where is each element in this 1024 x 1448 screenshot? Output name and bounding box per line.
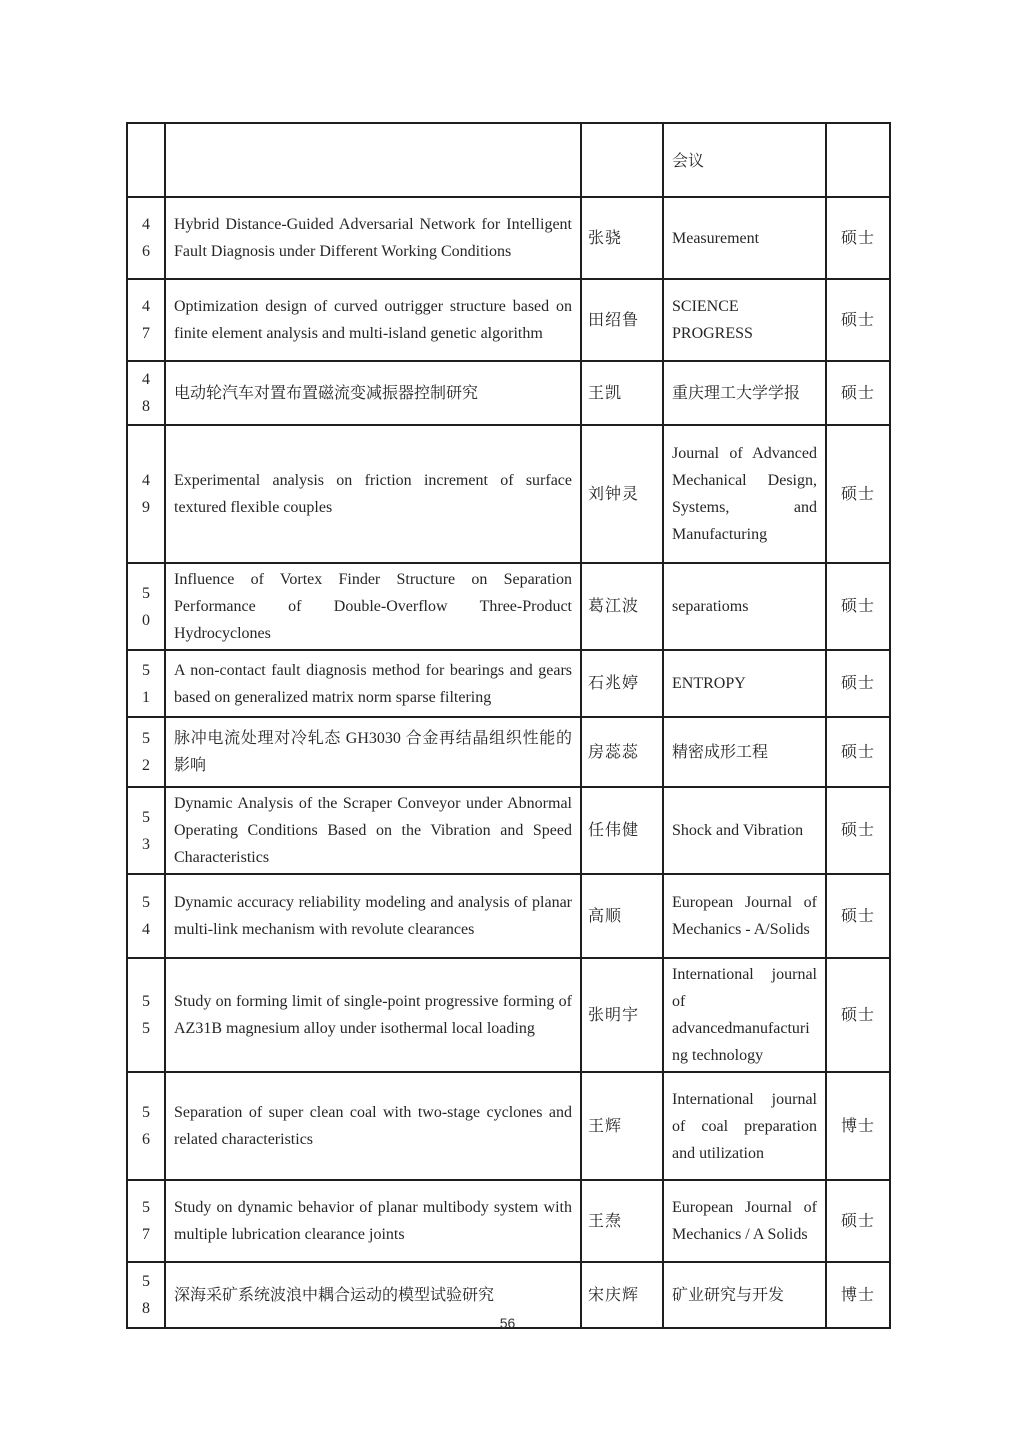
author-cell: 王辉 [581,1072,663,1180]
journal-cell: 重庆理工大学学报 [663,361,826,425]
author-cell: 宋庆辉 [581,1262,663,1328]
table-row [127,650,890,717]
journal-cell: International journal of advancedmanufacturing technology [663,958,826,1072]
journal-cell: ENTROPY [663,650,826,717]
row-number-cell: 55 [127,958,165,1072]
table-row [127,717,890,787]
row-number-cell: 46 [127,197,165,279]
degree-cell [826,123,890,197]
publications-table-container [126,122,889,1329]
title-cell: Separation of super clean coal with two-stage cyclones and related characteristics [165,1072,581,1180]
journal-cell: 精密成形工程 [663,717,826,787]
author-cell: 王焘 [581,1180,663,1262]
journal-cell: Shock and Vibration [663,787,826,874]
author-cell: 张明宇 [581,958,663,1072]
row-number-cell: 50 [127,563,165,650]
degree-cell: 硕士 [826,361,890,425]
table-row [127,563,890,650]
table-row [127,123,890,197]
table-row [127,1072,890,1180]
author-cell: 王凯 [581,361,663,425]
title-cell: 脉冲电流处理对冷轧态 GH3030 合金再结晶组织性能的影响 [165,717,581,787]
degree-cell: 硕士 [826,197,890,279]
title-cell: Dynamic accuracy reliability modeling and analysis of planar multi-link mechanism with revolute clearances [165,874,581,958]
row-number-cell: 58 [127,1262,165,1328]
journal-cell: Journal of Advanced Mechanical Design, Systems, and Manufacturing [663,425,826,563]
author-cell: 石兆婷 [581,650,663,717]
row-number-cell: 48 [127,361,165,425]
journal-cell: European Journal of Mechanics / A Solids [663,1180,826,1262]
degree-cell: 硕士 [826,787,890,874]
row-number-cell [127,123,165,197]
degree-cell: 硕士 [826,874,890,958]
degree-cell: 硕士 [826,425,890,563]
title-cell: 电动轮汽车对置布置磁流变减振器控制研究 [165,361,581,425]
title-cell: Dynamic Analysis of the Scraper Conveyor under Abnormal Operating Conditions Based on the Vibration and Speed Characteristics [165,787,581,874]
journal-cell: 矿业研究与开发 [663,1262,826,1328]
author-cell: 田绍鲁 [581,279,663,361]
row-number-cell: 56 [127,1072,165,1180]
journal-cell: European Journal of Mechanics - A/Solids [663,874,826,958]
row-number-cell: 49 [127,425,165,563]
author-cell: 葛江波 [581,563,663,650]
title-cell: Optimization design of curved outrigger structure based on finite element analysis and multi-island genetic algorithm [165,279,581,361]
degree-cell: 硕士 [826,563,890,650]
table-row [127,874,890,958]
degree-cell: 硕士 [826,958,890,1072]
title-cell: Study on dynamic behavior of planar multibody system with multiple lubrication clearance joints [165,1180,581,1262]
publications-table [126,122,891,1329]
author-cell [581,123,663,197]
title-cell: 深海采矿系统波浪中耦合运动的模型试验研究 [165,1262,581,1328]
journal-cell: SCIENCE PROGRESS [663,279,826,361]
author-cell: 高顺 [581,874,663,958]
degree-cell: 硕士 [826,1180,890,1262]
page-number: 56 [499,1315,516,1331]
author-cell: 房蕊蕊 [581,717,663,787]
journal-cell: 会议 [663,123,826,197]
degree-cell: 硕士 [826,717,890,787]
table-row [127,425,890,563]
author-cell: 张骁 [581,197,663,279]
row-number-cell: 57 [127,1180,165,1262]
journal-cell: Measurement [663,197,826,279]
title-cell: Hybrid Distance-Guided Adversarial Network for Intelligent Fault Diagnosis under Different Working Conditions [165,197,581,279]
journal-cell: separatioms [663,563,826,650]
table-row [127,361,890,425]
degree-cell: 博士 [826,1262,890,1328]
degree-cell: 硕士 [826,650,890,717]
title-cell: A non-contact fault diagnosis method for bearings and gears based on generalized matrix norm sparse filtering [165,650,581,717]
table-row [127,1180,890,1262]
row-number-cell: 52 [127,717,165,787]
row-number-cell: 51 [127,650,165,717]
table-row [127,958,890,1072]
journal-cell: International journal of coal preparation and utilization [663,1072,826,1180]
title-cell: Study on forming limit of single-point progressive forming of AZ31B magnesium alloy under isothermal local loading [165,958,581,1072]
degree-cell: 博士 [826,1072,890,1180]
table-row [127,787,890,874]
row-number-cell: 54 [127,874,165,958]
table-row [127,197,890,279]
row-number-cell: 53 [127,787,165,874]
title-cell: Influence of Vortex Finder Structure on Separation Performance of Double-Overflow Three-Product Hydrocyclones [165,563,581,650]
table-row [127,279,890,361]
degree-cell: 硕士 [826,279,890,361]
author-cell: 任伟健 [581,787,663,874]
author-cell: 刘钟灵 [581,425,663,563]
title-cell [165,123,581,197]
row-number-cell: 47 [127,279,165,361]
title-cell: Experimental analysis on friction increment of surface textured flexible couples [165,425,581,563]
